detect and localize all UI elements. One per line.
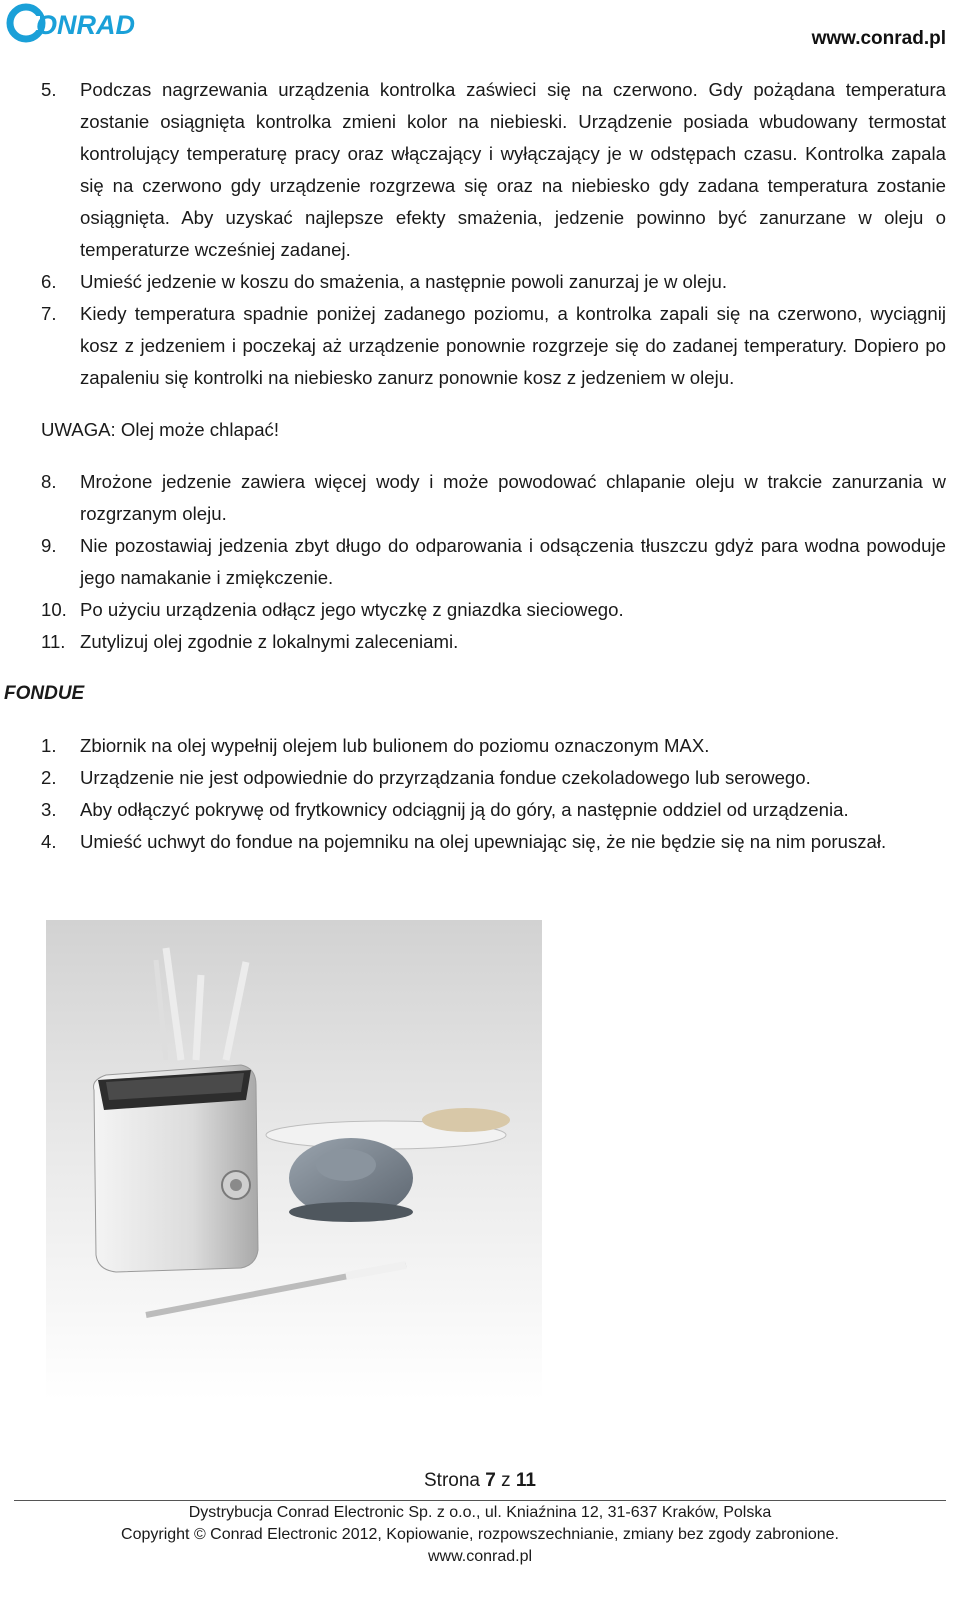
footer-text [0,1502,960,1568]
footer-distribution: Dystrybucja Conrad Electronic Sp. z o.o., ul. Kniaźnina 12, 31-637 Kraków, Polska [188,1504,772,1521]
fondue-item-2 [0,762,960,794]
item-text: Podczas nagrzewania urządzenia kontrolka zaświeci się na czerwono. Gdy pożądana temperatura zostanie osiągnięta kontrolka zmieni kolor na niebieski. Urządzenie posiada wbudowany termostat kontrolujący temperaturę pracy oraz włączający i wyłączający je w odstępach czasu. Kontrolka zapala się na czerwono gdy urządzenie rozgrzewa się oraz na niebiesko gdy zadana temperatura zostanie osiągnięta. Aby uzyskać najlepsze efekty smażenia, jedzenie powinno być zanurzane w oleju o temperaturze wcześniej zadanej. [80,79,946,260]
page-number: Strona 7 z 11 [424,1470,536,1491]
item-number: 3. [41,799,57,820]
item-number: 11. [41,631,66,652]
svg-text:ONRAD: ONRAD [36,10,135,40]
item-text: Urządzenie nie jest odpowiednie do przyrządzania fondue czekoladowego lub serowego. [80,767,811,788]
conrad-logo [6,2,166,44]
fondue-item-3 [0,794,960,826]
list-item-6 [0,266,960,298]
item-text: Aby odłączyć pokrywę od frytkownicy odciągnij ją do góry, a następnie oddziel od urządzenia. [80,799,849,820]
item-number: 8. [41,471,57,492]
item-text: Mrożone jedzenie zawiera więcej wody i może powodować chlapanie oleju w trakcie zanurzania w rozgrzanym oleju. [80,471,946,524]
list-item-11 [0,626,960,658]
document-body [0,74,960,858]
item-text: Umieść uchwyt do fondue na pojemniku na olej upewniając się, że nie będzie się na nim poruszał. [80,831,887,852]
list-item-9 [0,530,960,594]
item-number: 6. [41,271,57,292]
footer-url[interactable]: www.conrad.pl [427,1548,533,1565]
list-item-8 [0,466,960,530]
item-text: Zbiornik na olej wypełnij olejem lub bulionem do poziomu oznaczonym MAX. [80,735,710,756]
footer-copyright: Copyright © Conrad Electronic 2012, Kopiowanie, rozpowszechnianie, zmiany bez zgody zabronione. [121,1526,839,1543]
page-current: 7 [485,1470,496,1491]
list-item-7 [0,298,960,394]
item-text: Kiedy temperatura spadnie poniżej zadanego poziomu, a kontrolka zapali się na czerwono, wyciągnij kosz z jedzeniem i poczekaj aż urządzenie ponownie rozgrzeje się do zadanej temperatury. Dopiero po zapaleniu się kontrolki na niebiesko zanurz ponownie kosz z jedzeniem w oleju. [80,303,946,388]
footer-divider [14,1500,946,1501]
page-total: 11 [515,1470,536,1491]
item-number: 4. [41,831,57,852]
item-number: 1. [41,735,57,756]
list-item-10 [0,594,960,626]
section-title: FONDUE [4,683,85,704]
fondue-item-1 [0,730,960,762]
item-number: 7. [41,303,57,324]
item-text: Po użyciu urządzenia odłącz jego wtyczkę z gniazdka sieciowego. [80,599,624,620]
site-url[interactable]: www.conrad.pl [811,28,946,49]
warning-text: UWAGA: Olej może chlapać! [41,419,280,440]
item-text: Umieść jedzenie w koszu do smażenia, a następnie powoli zanurzaj je w oleju. [80,271,727,292]
fondue-item-4 [0,826,960,858]
item-text: Nie pozostawiaj jedzenia zbyt długo do odparowania i odsączenia tłuszczu gdyż para wodna powoduje jego namakanie i zmiękczenie. [80,535,946,588]
item-number: 9. [41,535,57,556]
list-item-5 [0,74,960,266]
item-number: 2. [41,767,57,788]
item-number: 10. [41,599,67,620]
item-text: Zutylizuj olej zgodnie z lokalnymi zaleceniami. [80,631,459,652]
item-number: 5. [41,79,57,100]
fondue-product-photo [46,920,542,1400]
